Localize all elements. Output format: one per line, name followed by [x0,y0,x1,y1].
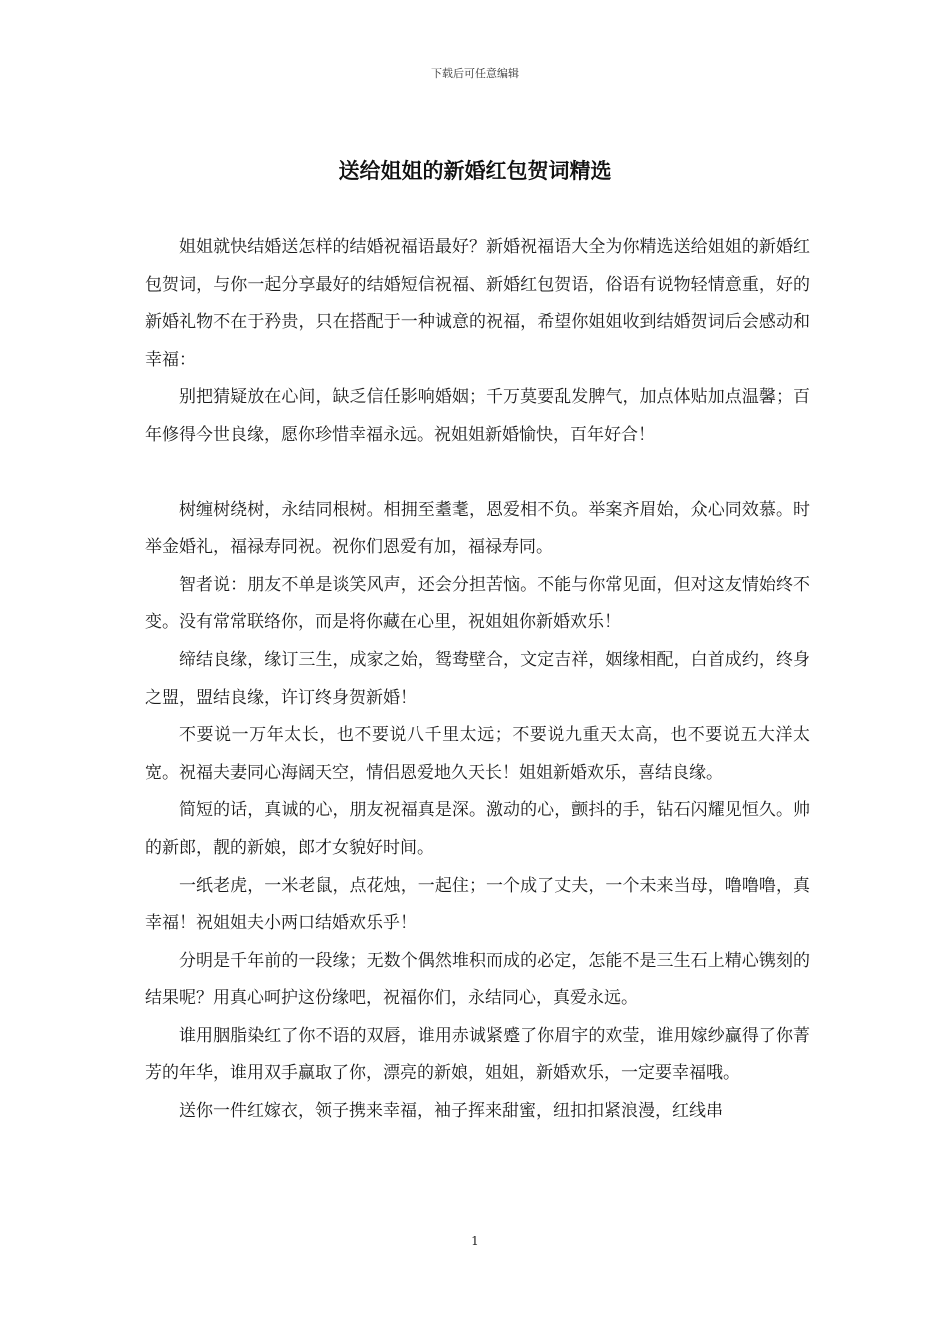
document-title: 送给姐姐的新婚红包贺词精选 [338,158,612,183]
paragraph: 树缠树绕树，永结同根树。相拥至耋耄，恩爱相不负。举案齐眉始，众心同效慕。时举金婚礼，福禄寿同祝。祝你们恩爱有加，福禄寿同。 [145,499,810,558]
paragraph: 缔结良缘，缘订三生，成家之始，鸳鸯壁合，文定吉祥，姻缘相配，白首成约，终身之盟，盟结良缘，许订终身贺新婚！ [145,649,810,708]
paragraph: 分明是千年前的一段缘；无数个偶然堆积而成的必定，怎能不是三生石上精心镌刻的结果呢？用真心呵护这份缘吧，祝福你们，永结同心，真爱永远。 [145,950,810,1009]
paragraph: 谁用胭脂染红了你不语的双唇，谁用赤诚紧蹙了你眉宇的欢莹，谁用嫁纱赢得了你菁芳的年华，谁用双手赢取了你，漂亮的新娘，姐姐，新婚欢乐，一定要幸福哦。 [145,1025,810,1084]
page-number: 1 [471,1234,479,1248]
paragraph: 简短的话，真诚的心，朋友祝福真是深。激动的心，颤抖的手，钻石闪耀见恒久。帅的新郎，靓的新娘，郎才女貌好时间。 [145,800,810,858]
paragraph: 一纸老虎，一米老鼠，点花烛，一起住；一个成了丈夫，一个未来当母，噜噜噜，真幸福！祝姐姐夫小两口结婚欢乐乎！ [145,875,810,934]
paragraph: 不要说一万年太长，也不要说八千里太远；不要说九重天太高，也不要说五大洋太宽。祝福夫妻同心海阔天空，情侣恩爱地久天长！姐姐新婚欢乐，喜结良缘。 [145,725,810,783]
paragraph: 智者说：朋友不单是谈笑风声，还会分担苦恼。不能与你常见面，但对这友情始终不变。没有常常联络你，而是将你藏在心里，祝姐姐你新婚欢乐！ [145,574,810,633]
paragraph-gap [145,455,810,492]
paragraph: 送你一件红嫁衣，领子携来幸福，袖子挥来甜蜜，纽扣扣紧浪漫，红线串 [179,1101,723,1122]
paragraph: 姐姐就快结婚送怎样的结婚祝福语最好？新婚祝福语大全为你精选送给姐姐的新婚红包贺词，与你一起分享最好的结婚短信祝福、新婚红包贺语，俗语有说物轻情意重，好的新婚礼物不在于矜贵，只在搭配于一种诚意的祝福，希望你姐姐收到结婚贺词后会感动和幸福： [145,237,810,370]
paragraph: 别把猜疑放在心间，缺乏信任影响婚姻；千万莫要乱发脾气，加点体贴加点温馨；百年修得今世良缘，愿你珍惜幸福永远。祝姐姐新婚愉快，百年好合！ [145,387,810,445]
document-body [145,229,810,1131]
header-note: 下载后可任意编辑 [431,67,519,80]
